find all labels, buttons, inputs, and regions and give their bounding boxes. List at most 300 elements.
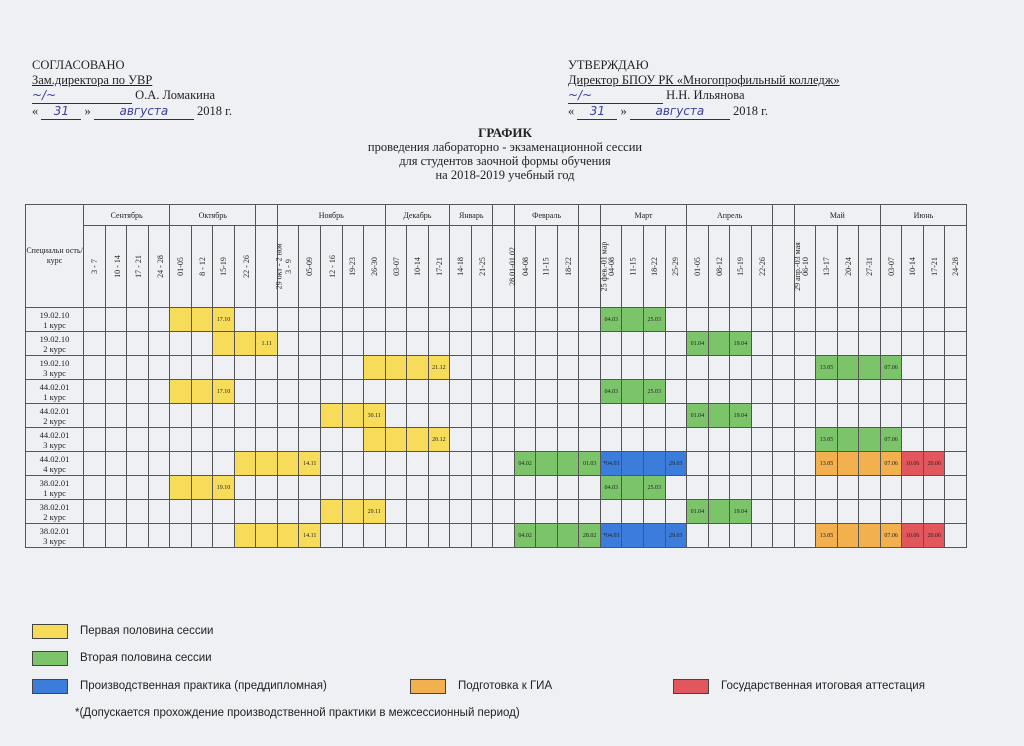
schedule-cell	[191, 476, 213, 500]
schedule-cell	[557, 380, 579, 404]
schedule-cell	[751, 452, 773, 476]
right-signature-name: Н.Н. Ильянова	[666, 88, 745, 102]
right-date-month: августа	[630, 104, 730, 120]
schedule-cell	[644, 332, 666, 356]
schedule-cell	[471, 404, 493, 428]
table-row	[26, 332, 967, 356]
schedule-cell	[880, 500, 902, 524]
footnote: *(Допускается прохождение производственной практики в межсессионный период)	[75, 707, 520, 719]
schedule-cell	[493, 428, 515, 452]
schedule-cell	[665, 332, 687, 356]
specialty-code: 19.02.10	[39, 309, 70, 320]
schedule-cell	[213, 404, 235, 428]
schedule-cell	[600, 404, 622, 428]
course-label: 2 курс	[43, 415, 66, 426]
schedule-cell	[644, 524, 666, 548]
right-position: Директор БПОУ РК «Многопрофильный колледж»	[568, 73, 840, 87]
week-label: 20-24	[843, 257, 853, 276]
schedule-cell	[730, 380, 752, 404]
schedule-cell	[84, 524, 106, 548]
week-header	[557, 226, 579, 308]
week-header	[493, 226, 518, 308]
week-label: 12 - 16	[327, 255, 337, 278]
schedule-cell	[105, 308, 127, 332]
legend-orange-swatch	[410, 679, 446, 694]
schedule-cell	[579, 428, 601, 452]
schedule-cell	[644, 428, 666, 452]
schedule-cell: 20.12	[428, 428, 450, 452]
schedule-cell	[536, 500, 558, 524]
week-header	[471, 226, 493, 308]
schedule-cell	[471, 428, 493, 452]
schedule-cell	[256, 500, 278, 524]
schedule-cell	[320, 308, 342, 332]
schedule-cell	[385, 524, 407, 548]
schedule-cell	[213, 332, 235, 356]
schedule-cell	[837, 500, 859, 524]
schedule-cell	[299, 476, 321, 500]
schedule-cell	[730, 452, 752, 476]
schedule-cell: 07.06	[880, 524, 902, 548]
schedule-cell	[407, 452, 429, 476]
schedule-cell	[213, 500, 235, 524]
schedule-cell	[514, 356, 536, 380]
schedule-cell	[687, 308, 709, 332]
schedule-cell	[170, 428, 192, 452]
schedule-cell	[644, 500, 666, 524]
schedule-cell	[385, 500, 407, 524]
week-header	[234, 226, 256, 308]
course-label: 4 курс	[43, 463, 66, 474]
row-specialty	[26, 500, 84, 524]
schedule-cell	[557, 500, 579, 524]
schedule-cell	[730, 428, 752, 452]
schedule-cell: 04.03	[600, 476, 622, 500]
week-header	[644, 226, 666, 308]
schedule-cell	[816, 476, 838, 500]
schedule-cell	[536, 452, 558, 476]
schedule-cell	[557, 308, 579, 332]
schedule-cell	[428, 500, 450, 524]
schedule-cell	[105, 452, 127, 476]
schedule-cell	[837, 404, 859, 428]
schedule-cell	[320, 476, 342, 500]
left-approved-label: СОГЛАСОВАНО	[32, 58, 125, 72]
schedule-cell	[665, 404, 687, 428]
schedule-cell	[751, 380, 773, 404]
schedule-cell	[105, 476, 127, 500]
schedule-cell	[536, 476, 558, 500]
schedule-cell: 14.11	[299, 452, 321, 476]
schedule-cell	[579, 356, 601, 380]
schedule-cell	[794, 524, 816, 548]
schedule-cell	[105, 524, 127, 548]
schedule-cell	[514, 404, 536, 428]
schedule-cell: 14.11	[299, 524, 321, 548]
schedule-cell	[105, 356, 127, 380]
week-header	[859, 226, 881, 308]
schedule-cell	[622, 356, 644, 380]
schedule-cell	[234, 332, 256, 356]
week-header	[170, 226, 192, 308]
schedule-cell: 29.11	[364, 500, 386, 524]
schedule-cell	[213, 356, 235, 380]
schedule-cell	[277, 332, 299, 356]
schedule-cell	[945, 380, 967, 404]
week-header	[213, 226, 235, 308]
table-row	[26, 356, 967, 380]
week-label: 24 - 28	[155, 255, 165, 278]
schedule-cell	[751, 428, 773, 452]
week-label: 11-15	[628, 257, 638, 276]
schedule-cell: 04.02	[514, 524, 536, 548]
week-label: 27-31	[865, 257, 875, 276]
schedule-cell	[105, 428, 127, 452]
week-label: 04-08	[520, 257, 530, 276]
row-specialty	[26, 524, 84, 548]
schedule-cell	[471, 500, 493, 524]
schedule-cell	[687, 524, 709, 548]
schedule-cell	[170, 380, 192, 404]
schedule-cell	[277, 428, 299, 452]
week-label: 18-22	[649, 257, 659, 276]
schedule-cell	[84, 428, 106, 452]
schedule-cell	[364, 476, 386, 500]
schedule-cell	[493, 404, 515, 428]
schedule-cell	[837, 476, 859, 500]
schedule-table	[25, 204, 967, 548]
schedule-cell	[170, 476, 192, 500]
schedule-cell: 20.06	[923, 524, 945, 548]
course-label: 1 курс	[43, 319, 66, 330]
schedule-cell	[450, 404, 472, 428]
schedule-cell: 29.03	[665, 452, 687, 476]
schedule-cell	[213, 428, 235, 452]
schedule-cell	[256, 476, 278, 500]
schedule-cell	[428, 476, 450, 500]
week-label: 10-14	[908, 257, 918, 276]
schedule-cell	[148, 476, 170, 500]
right-signature-line	[568, 88, 840, 104]
schedule-cell	[364, 524, 386, 548]
schedule-cell	[256, 356, 278, 380]
schedule-cell	[84, 380, 106, 404]
week-label: 08-12	[714, 257, 724, 276]
week-label: 17-21	[929, 257, 939, 276]
schedule-cell	[708, 404, 730, 428]
schedule-cell	[773, 356, 795, 380]
schedule-cell	[622, 452, 644, 476]
schedule-cell	[299, 380, 321, 404]
schedule-cell	[342, 404, 364, 428]
schedule-cell	[170, 356, 192, 380]
schedule-cell	[730, 524, 752, 548]
schedule-cell	[148, 404, 170, 428]
schedule-cell: 07.06	[880, 452, 902, 476]
schedule-cell	[127, 476, 149, 500]
schedule-cell	[407, 500, 429, 524]
schedule-cell	[536, 308, 558, 332]
schedule-cell	[945, 356, 967, 380]
legend-second-half: Вторая половина сессии	[32, 650, 212, 666]
legend-yellow-swatch	[32, 624, 68, 639]
schedule-cell	[902, 308, 924, 332]
schedule-cell: *04.03	[600, 524, 622, 548]
schedule-cell	[837, 524, 859, 548]
schedule-cell	[127, 332, 149, 356]
course-label: 3 курс	[43, 367, 66, 378]
schedule-cell	[170, 308, 192, 332]
table-row	[26, 500, 967, 524]
schedule-cell	[170, 332, 192, 356]
schedule-cell	[923, 476, 945, 500]
schedule-cell	[407, 332, 429, 356]
schedule-cell: 07.06	[880, 356, 902, 380]
schedule-cell	[450, 524, 472, 548]
month-header-row	[26, 205, 967, 226]
left-signature-line	[32, 88, 232, 104]
schedule-cell	[816, 404, 838, 428]
month-header	[773, 205, 795, 226]
schedule-cell	[342, 380, 364, 404]
left-date-day: 31	[41, 104, 81, 120]
week-header	[105, 226, 127, 308]
month-header: Сентябрь	[84, 205, 170, 226]
schedule-cell	[859, 428, 881, 452]
schedule-cell	[816, 332, 838, 356]
schedule-cell	[385, 404, 407, 428]
schedule-cell	[471, 452, 493, 476]
schedule-cell: 01.04	[687, 404, 709, 428]
schedule-cell	[665, 428, 687, 452]
schedule-cell	[708, 476, 730, 500]
schedule-cell	[170, 452, 192, 476]
schedule-cell	[450, 380, 472, 404]
schedule-cell	[84, 308, 106, 332]
schedule-cell	[816, 308, 838, 332]
specialty-code: 38.02.01	[39, 501, 70, 512]
schedule-cell	[385, 308, 407, 332]
week-header	[148, 226, 170, 308]
schedule-cell	[773, 308, 795, 332]
schedule-cell: 17.10	[213, 380, 235, 404]
specialty-code: 19.02.10	[39, 357, 70, 368]
week-header	[364, 226, 386, 308]
week-header	[773, 226, 803, 308]
left-date-line: « 31 » августа 2018 г.	[32, 104, 232, 118]
schedule-cell	[773, 476, 795, 500]
schedule-cell	[127, 500, 149, 524]
schedule-cell	[450, 476, 472, 500]
week-header	[837, 226, 859, 308]
schedule-cell	[320, 500, 342, 524]
schedule-cell	[471, 308, 493, 332]
schedule-cell	[127, 452, 149, 476]
schedule-cell	[773, 404, 795, 428]
schedule-cell	[493, 380, 515, 404]
week-label: 3 - 9	[283, 259, 293, 274]
schedule-cell	[902, 476, 924, 500]
schedule-cell	[579, 500, 601, 524]
schedule-cell	[148, 380, 170, 404]
legend-first-half: Первая половина сессии	[32, 623, 213, 639]
schedule-cell	[364, 428, 386, 452]
table-row	[26, 428, 967, 452]
schedule-cell	[493, 524, 515, 548]
month-header: Ноябрь	[277, 205, 385, 226]
schedule-cell	[84, 356, 106, 380]
week-header	[342, 226, 364, 308]
week-label: 22-26	[757, 257, 767, 276]
schedule-cell	[450, 452, 472, 476]
schedule-cell	[579, 308, 601, 332]
right-approval-block	[568, 58, 840, 120]
schedule-cell	[880, 332, 902, 356]
schedule-cell	[945, 524, 967, 548]
schedule-cell	[880, 404, 902, 428]
week-label: 10 - 14	[112, 255, 122, 278]
schedule-cell	[945, 332, 967, 356]
schedule-cell	[880, 380, 902, 404]
week-label: 26-30	[369, 257, 379, 276]
schedule-cell	[450, 500, 472, 524]
schedule-cell	[622, 308, 644, 332]
schedule-cell	[342, 452, 364, 476]
schedule-cell	[751, 524, 773, 548]
title-line-2: для студентов заочной формы обучения	[399, 154, 611, 168]
week-label: 25-29	[671, 257, 681, 276]
schedule-cell	[665, 356, 687, 380]
schedule-cell	[191, 332, 213, 356]
week-header	[665, 226, 687, 308]
schedule-cell: 04.03	[600, 308, 622, 332]
schedule-cell	[730, 308, 752, 332]
schedule-cell	[557, 428, 579, 452]
schedule-cell	[127, 428, 149, 452]
left-date-month: августа	[94, 104, 194, 120]
schedule-cell	[708, 356, 730, 380]
schedule-cell	[751, 500, 773, 524]
schedule-cell	[945, 500, 967, 524]
schedule-cell	[342, 428, 364, 452]
schedule-cell	[191, 356, 213, 380]
schedule-cell	[493, 476, 515, 500]
course-label: 2 курс	[43, 511, 66, 522]
week-label: 15-19	[219, 257, 229, 276]
schedule-cell	[342, 332, 364, 356]
schedule-cell	[923, 356, 945, 380]
schedule-cell	[299, 500, 321, 524]
schedule-cell	[320, 404, 342, 428]
schedule-cell	[299, 356, 321, 380]
week-label: 17 - 21	[133, 255, 143, 278]
table-row	[26, 380, 967, 404]
schedule-cell	[148, 524, 170, 548]
schedule-cell	[708, 452, 730, 476]
week-label: 29 апр.-03 мая	[793, 242, 803, 291]
schedule-cell	[579, 332, 601, 356]
week-label: 03-07	[886, 257, 896, 276]
schedule-cell: 01.03	[579, 452, 601, 476]
schedule-cell	[471, 380, 493, 404]
schedule-cell	[256, 524, 278, 548]
schedule-cell	[493, 356, 515, 380]
schedule-cell	[859, 524, 881, 548]
schedule-cell	[84, 500, 106, 524]
week-label: 3 - 7	[89, 259, 99, 274]
schedule-cell	[644, 404, 666, 428]
schedule-cell	[773, 452, 795, 476]
schedule-cell: 28.02	[579, 524, 601, 548]
schedule-cell	[320, 332, 342, 356]
specialty-code: 44.02.01	[39, 381, 70, 392]
week-header	[622, 226, 644, 308]
schedule-cell	[644, 452, 666, 476]
schedule-cell: 13.05	[816, 356, 838, 380]
schedule-cell	[234, 308, 256, 332]
schedule-cell	[105, 404, 127, 428]
month-header	[493, 205, 515, 226]
schedule-cell	[256, 308, 278, 332]
schedule-cell	[945, 404, 967, 428]
schedule-cell	[600, 332, 622, 356]
schedule-cell	[687, 356, 709, 380]
schedule-cell: 10.06	[902, 452, 924, 476]
schedule-cell	[234, 452, 256, 476]
schedule-cell	[837, 428, 859, 452]
schedule-cell	[84, 476, 106, 500]
month-header: Апрель	[687, 205, 773, 226]
schedule-cell	[644, 356, 666, 380]
schedule-cell	[794, 476, 816, 500]
schedule-cell	[191, 500, 213, 524]
schedule-cell	[923, 404, 945, 428]
schedule-cell	[364, 308, 386, 332]
schedule-cell	[579, 476, 601, 500]
week-label: 18-22	[563, 257, 573, 276]
schedule-cell	[514, 500, 536, 524]
schedule-cell: 25.03	[644, 308, 666, 332]
schedule-cell	[880, 476, 902, 500]
week-header	[514, 226, 536, 308]
schedule-cell	[148, 308, 170, 332]
schedule-cell	[665, 500, 687, 524]
right-date-year: 2018 г.	[733, 104, 768, 118]
month-header: Декабрь	[385, 205, 450, 226]
schedule-cell: 30.11	[364, 404, 386, 428]
schedule-cell	[234, 404, 256, 428]
schedule-cell	[428, 524, 450, 548]
legend-green-swatch	[32, 651, 68, 666]
schedule-cell: 04.02	[514, 452, 536, 476]
schedule-cell	[794, 404, 816, 428]
schedule-cell	[708, 428, 730, 452]
schedule-cell	[256, 404, 278, 428]
month-header: Март	[600, 205, 686, 226]
specialty-code: 44.02.01	[39, 429, 70, 440]
schedule-cell	[493, 452, 515, 476]
schedule-cell	[127, 308, 149, 332]
schedule-cell	[127, 524, 149, 548]
schedule-cell	[385, 332, 407, 356]
schedule-cell	[773, 428, 795, 452]
schedule-cell	[536, 332, 558, 356]
schedule-cell	[364, 452, 386, 476]
schedule-cell	[859, 452, 881, 476]
week-header	[579, 226, 609, 308]
schedule-cell	[837, 308, 859, 332]
document-title-block	[280, 126, 730, 182]
